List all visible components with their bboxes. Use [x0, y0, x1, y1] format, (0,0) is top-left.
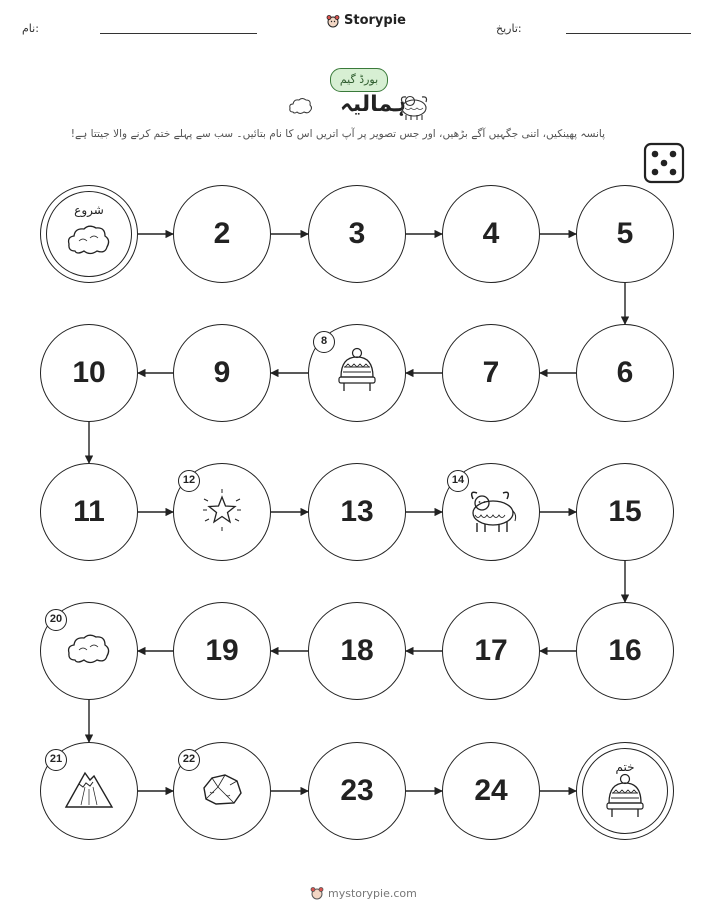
board-cell — [576, 463, 674, 561]
start-label: شروع — [74, 203, 104, 217]
cell-number: 16 — [608, 634, 642, 667]
cell-number-tag: 22 — [178, 749, 200, 771]
board-cell — [442, 602, 540, 700]
board-cell — [442, 185, 540, 283]
cell-number: 24 — [474, 774, 508, 807]
cell-number: 9 — [213, 356, 231, 389]
date-label: تاریخ: — [496, 22, 522, 35]
board-cell — [173, 185, 271, 283]
finish-label: ختم — [615, 760, 635, 774]
board-cell — [576, 602, 674, 700]
cell-number: 4 — [482, 217, 500, 250]
instructions: پانسہ پھینکیں، اتنی جگہیں آگے بڑھیں، اور جس تصویر پر آپ اتریں اس کا نام بتائیں۔ سب سے پہلے ختم کرنے والا جیتتا ہے! — [70, 128, 605, 140]
winter-hat-icon — [335, 347, 379, 399]
cell-number: 23 — [340, 774, 374, 807]
board-cell — [442, 463, 540, 561]
board-game-badge: بورڈ گیم — [330, 68, 388, 92]
rock-icon — [200, 771, 244, 811]
board-cell — [308, 185, 406, 283]
cell-number-tag: 20 — [45, 609, 67, 631]
board-cell — [40, 463, 138, 561]
cell-number-tag: 8 — [313, 331, 335, 353]
board-cell — [40, 602, 138, 700]
cell-number: 17 — [474, 634, 508, 667]
board-cell — [40, 742, 138, 840]
page-title: ہمالیہ — [340, 92, 407, 117]
cell-number-tag: 14 — [447, 470, 469, 492]
star-icon — [199, 487, 245, 537]
board-cell — [173, 742, 271, 840]
cell-number: 18 — [340, 634, 374, 667]
cell-number: 11 — [73, 495, 105, 528]
mountain-icon — [63, 767, 115, 815]
yak-icon — [463, 485, 519, 539]
name-label: نام: — [22, 22, 39, 35]
board-cell — [173, 463, 271, 561]
board-cell — [173, 602, 271, 700]
footer-site: mystorypie.com — [328, 886, 417, 900]
board-cell — [308, 463, 406, 561]
board-cell — [40, 324, 138, 422]
cell-number: 10 — [72, 356, 106, 389]
brand-name: Storypie — [344, 13, 406, 28]
cloud-icon — [66, 632, 112, 670]
cell-number: 2 — [213, 217, 231, 250]
board-cell — [442, 742, 540, 840]
start-cell — [40, 185, 138, 283]
cell-number: 5 — [616, 217, 634, 250]
footer — [310, 886, 417, 900]
board-cell — [308, 602, 406, 700]
cell-number: 6 — [616, 356, 634, 389]
board-cell — [442, 324, 540, 422]
finish-cell — [576, 742, 674, 840]
board-cell — [576, 185, 674, 283]
cell-number: 7 — [482, 356, 500, 389]
cell-number: 15 — [608, 495, 642, 528]
board-cell — [173, 324, 271, 422]
cell-number: 19 — [205, 634, 239, 667]
board-cell — [308, 742, 406, 840]
cell-number: 13 — [340, 495, 374, 528]
board-cell — [308, 324, 406, 422]
board-cell — [576, 324, 674, 422]
cell-number-tag: 12 — [178, 470, 200, 492]
bear-icon — [310, 886, 324, 900]
cell-number-tag: 21 — [45, 749, 67, 771]
cell-number: 3 — [348, 217, 366, 250]
